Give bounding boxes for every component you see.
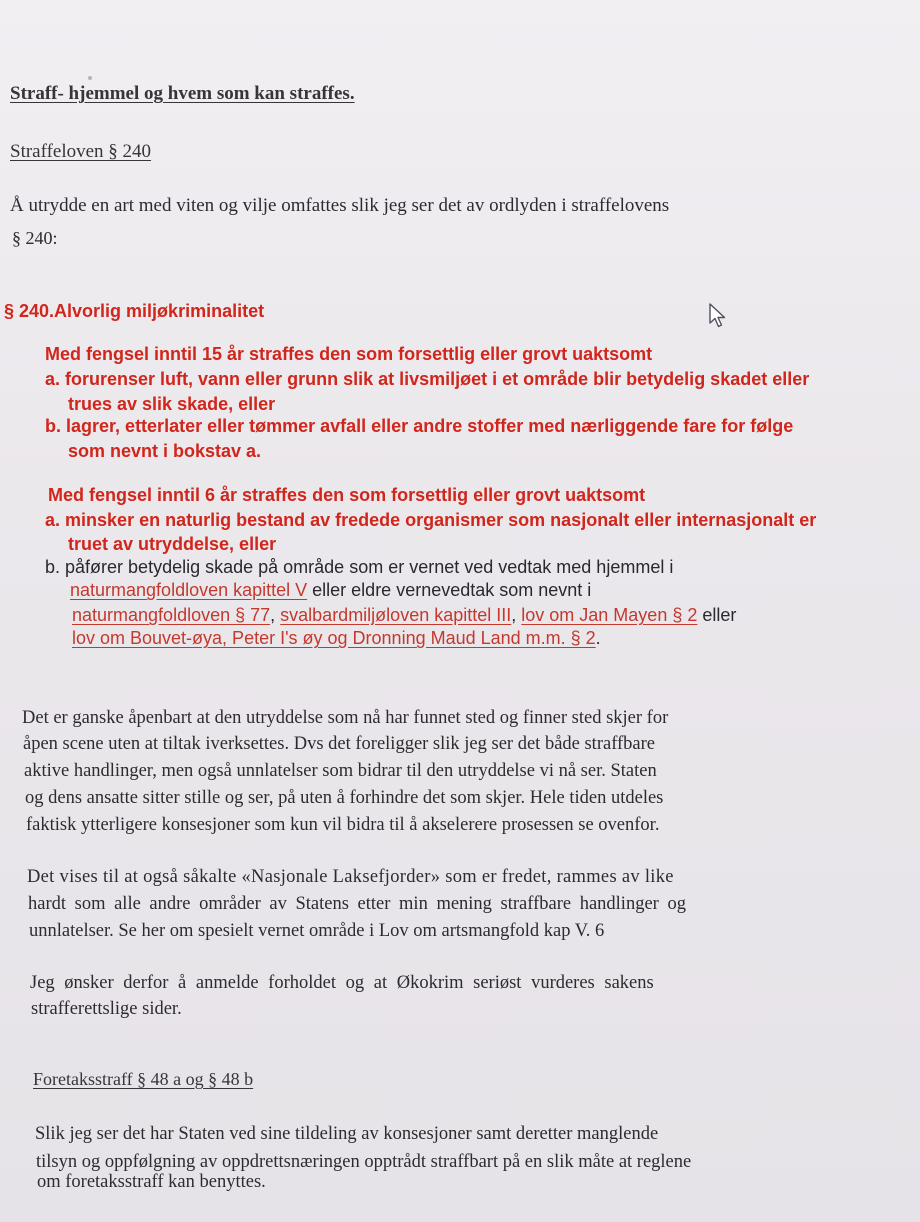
para1-line-4: og dens ansatte sitter stille og ser, på uten å forhindre det som skjer. Hele tiden utdeles — [25, 788, 664, 808]
para3-line-2: strafferettslige sider. — [31, 999, 182, 1019]
link-separator: , — [511, 605, 522, 625]
link-naturmangfoldloven-kap-v[interactable]: naturmangfoldloven kapittel V — [70, 580, 308, 600]
law-item-2b-line2 — [70, 580, 591, 601]
law-item-text: påfører betydelig skade på område som er vernet ved vedtak med hjemmel i — [65, 557, 674, 577]
law-item-1a — [45, 369, 809, 390]
law-item-letter: b. — [45, 416, 61, 436]
law-item-1a-cont: trues av slik skade, eller — [68, 394, 276, 414]
link-naturmangfoldloven-77[interactable]: naturmangfoldloven § 77 — [72, 605, 271, 625]
para1-line-2: åpen scene uten at tiltak iverksettes. Dvs det foreligger slik jeg ser det både straffbare — [23, 734, 656, 754]
law-item-text: minsker en naturlig bestand av fredede organismer som nasjonalt eller internasjonalt er — [65, 510, 817, 530]
para4-line-3: om foretaksstraff kan benyttes. — [37, 1172, 266, 1192]
law-item-2a — [45, 510, 816, 531]
law-section1-lead: Med fengsel inntil 15 år straffes den som forsettlig eller grovt uaktsomt — [45, 344, 653, 364]
speck — [88, 76, 92, 80]
para2-line-3: unnlatelser. Se her om spesielt vernet område i Lov om artsmangfold kap V. 6 — [29, 921, 605, 941]
law-item-2b-line4 — [72, 628, 601, 649]
law-item-2b-line3 — [72, 605, 736, 626]
law-text: eller — [697, 605, 737, 625]
para4-line-1: Slik jeg ser det har Staten ved sine tildeling av konsesjoner samt deretter manglende — [35, 1124, 659, 1144]
para2-line-1: Det vises til at også såkalte «Nasjonale Laksefjorder» som er fredet, rammes av like — [27, 867, 674, 887]
law-item-letter: a. — [45, 369, 61, 389]
law-item-1b-cont: som nevnt i bokstav a. — [68, 441, 262, 461]
law-item-1b — [45, 416, 793, 437]
para1-line-3: aktive handlinger, men også unnlatelser som bidrar til den utryddelse vi nå ser. Staten — [24, 761, 657, 781]
para2-line-2: hardt som alle andre områder av Statens etter min mening straffbare handlinger og — [28, 894, 686, 914]
section-heading-straffeloven: Straffeloven § 240 — [10, 141, 152, 162]
law-item-text: lagrer, etterlater eller tømmer avfall eller andre stoffer med nærliggende fare for følge — [66, 416, 794, 436]
law-item-2b — [45, 557, 673, 578]
law-text: eller eldre vernevedtak som nevnt i — [307, 580, 592, 600]
law-item-2a-cont: truet av utryddelse, eller — [68, 534, 277, 554]
law-item-letter: a. — [45, 510, 61, 530]
law-text: . — [595, 628, 601, 648]
section-heading-foretaksstraff: Foretaksstraff § 48 a og § 48 b — [33, 1069, 254, 1089]
law-section2-lead: Med fengsel inntil 6 år straffes den som forsettlig eller grovt uaktsomt — [48, 485, 646, 505]
para4-line-2: tilsyn og oppfølgning av oppdrettsnæringen opptrådt straffbart på en slik måte at reglene — [36, 1152, 692, 1172]
law-item-text: forurenser luft, vann eller grunn slik at livsmiljøet i et område blir betydelig skadet eller — [65, 369, 810, 389]
para3-line-1: Jeg ønsker derfor å anmelde forholdet og at Økokrim seriøst vurderes sakens — [30, 973, 654, 993]
law-section-title: § 240.Alvorlig miljøkriminalitet — [4, 301, 265, 321]
link-bouvet-oya[interactable]: lov om Bouvet-øya, Peter I's øy og Dronning Maud Land m.m. § 2 — [72, 628, 596, 648]
para1-line-1: Det er ganske åpenbart at den utryddelse som nå har funnet sted og finner sted skjer for — [22, 708, 669, 728]
link-jan-mayen[interactable]: lov om Jan Mayen § 2 — [521, 605, 698, 625]
link-separator: , — [270, 605, 281, 625]
mouse-pointer-icon — [708, 303, 728, 329]
intro-line-2: § 240: — [12, 228, 58, 248]
intro-line-1: Å utrydde en art med viten og vilje omfattes slik jeg ser det av ordlyden i straffelovens — [10, 195, 670, 216]
link-svalbardmiljoloven[interactable]: svalbardmiljøloven kapittel III — [280, 605, 512, 625]
para1-line-5: faktisk ytterligere konsesjoner som kun vil bidra til å akselerere prosessen se ovenfor. — [26, 815, 660, 835]
law-item-letter: b. — [45, 557, 61, 577]
page-title: Straff- hjemmel og hvem som kan straffes. — [10, 83, 355, 104]
